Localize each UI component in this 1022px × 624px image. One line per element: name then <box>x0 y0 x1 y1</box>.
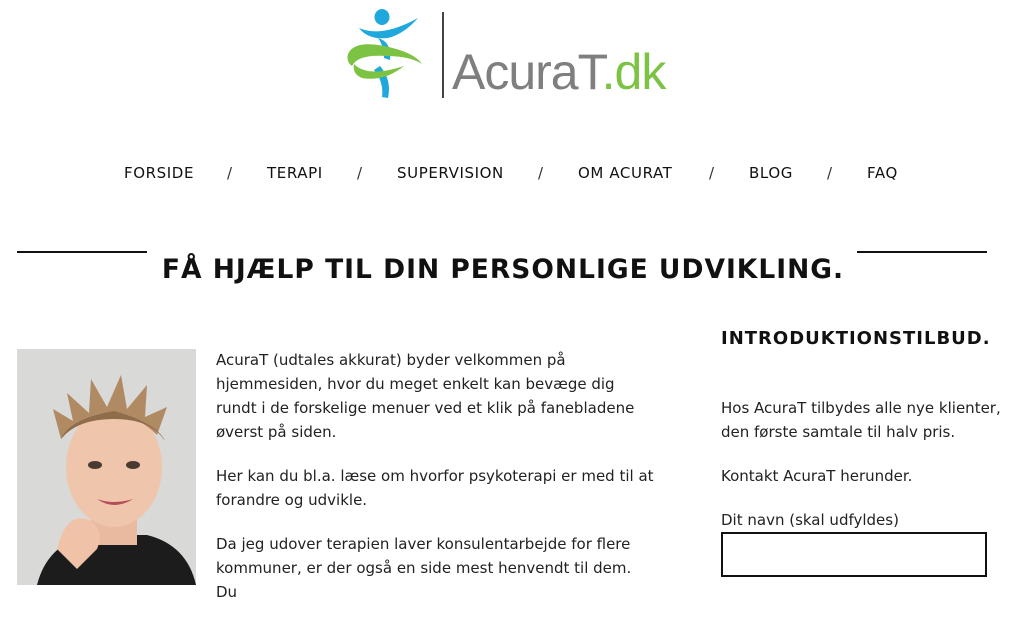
intro-paragraph: AcuraT (udtales akkurat) byder velkommen på hjemmesiden, hvor du meget enkelt kan bevæge dig rundt i de forskelige menuer ved et klik på fanebladene øverst på siden. <box>216 351 635 441</box>
hero-rule-left <box>17 251 147 253</box>
intro-text <box>216 348 656 624</box>
nav-item-blog[interactable]: BLOG <box>749 164 793 182</box>
logo-divider <box>442 12 444 98</box>
nav-item-supervision[interactable]: SUPERVISION <box>397 164 504 182</box>
nav-separator: / <box>538 164 544 182</box>
logo-brand: AcuraT <box>452 44 602 100</box>
acurat-figure-icon <box>344 8 440 100</box>
nav-item-om-acurat[interactable]: OM ACURAT <box>578 164 673 182</box>
nav-separator: / <box>709 164 715 182</box>
name-input[interactable] <box>721 532 987 577</box>
nav-item-faq[interactable]: FAQ <box>867 164 898 182</box>
nav-item-forside[interactable]: FORSIDE <box>124 164 195 182</box>
hero-title: FÅ HJÆLP TIL DIN PERSONLIGE UDVIKLING. <box>161 253 845 285</box>
intro-paragraph: Da jeg udover terapien laver konsulentarbejde for flere kommuner, er der også en side mest henvendt til dem. Du <box>216 535 632 601</box>
logo-wordmark <box>452 44 665 100</box>
sidebar-title: INTRODUKTIONSTILBUD. <box>721 328 991 349</box>
nav-separator: / <box>227 164 233 182</box>
portrait-photo <box>17 349 196 585</box>
contact-text: Kontakt AcuraT herunder. <box>721 467 913 485</box>
nav-separator: / <box>357 164 363 182</box>
main-nav <box>0 162 1022 186</box>
nav-separator: / <box>827 164 833 182</box>
logo-tld: .dk <box>601 44 666 100</box>
site-logo[interactable] <box>344 8 664 100</box>
nav-item-terapi[interactable]: TERAPI <box>267 164 323 182</box>
name-field-label: Dit navn (skal udfyldes) <box>721 511 899 529</box>
hero-rule-right <box>857 251 987 253</box>
offer-text: Hos AcuraT tilbydes alle nye klienter, den første samtale til halv pris. <box>721 399 1001 441</box>
intro-paragraph: Her kan du bl.a. læse om hvorfor psykoterapi er med til at forandre og udvikle. <box>216 467 654 509</box>
